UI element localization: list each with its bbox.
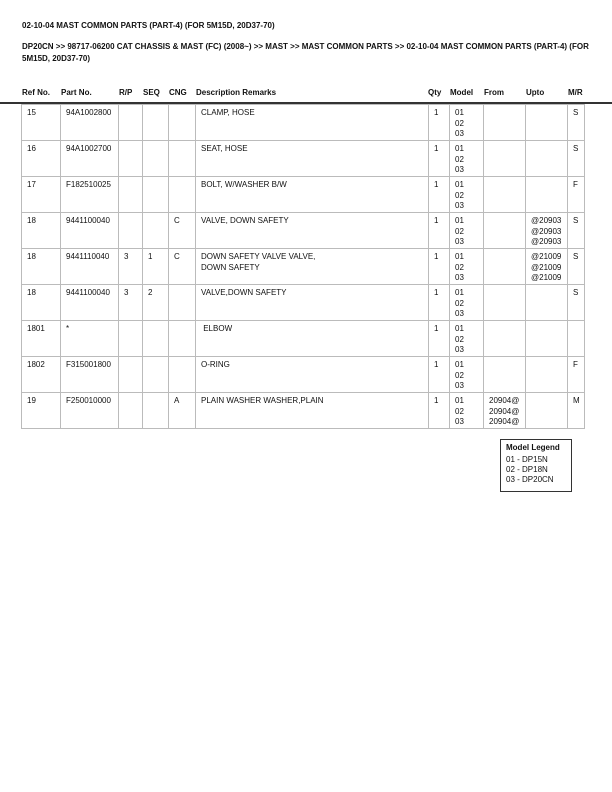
cell-cng xyxy=(169,285,196,321)
cell-mr: S xyxy=(568,213,585,249)
cell-ref-no: 1801 xyxy=(22,321,61,357)
model-value: 01 xyxy=(455,108,464,117)
cell-qty: 1 xyxy=(429,141,450,177)
model-value: 02 xyxy=(455,406,464,416)
cell-upto xyxy=(526,177,568,213)
cell-upto xyxy=(526,357,568,393)
cell-qty: 1 xyxy=(429,393,450,429)
cell-part-no: 94A1002700 xyxy=(61,141,119,177)
cell-mr xyxy=(568,321,585,357)
column-header-upto: Upto xyxy=(526,88,545,97)
cell-description: BOLT, W/WASHER B/W xyxy=(196,177,429,213)
model-value: 03 xyxy=(455,381,464,390)
legend-item: 01 - DP15N xyxy=(506,455,548,464)
table-row xyxy=(22,249,585,285)
cell-seq xyxy=(143,393,169,429)
model-value: 01 xyxy=(455,216,464,225)
column-header-model: Model xyxy=(450,88,474,97)
upto-value: @21009 xyxy=(531,262,562,272)
cell-part-no: 9441100040 xyxy=(61,285,119,321)
column-header-cng: CNG xyxy=(169,88,187,97)
column-header-description: Description Remarks xyxy=(196,88,277,97)
cell-model xyxy=(450,213,484,249)
cell-qty: 1 xyxy=(429,249,450,285)
cell-model xyxy=(450,357,484,393)
cell-mr: S xyxy=(568,141,585,177)
model-value: 03 xyxy=(455,309,464,318)
cell-cng: A xyxy=(169,393,196,429)
cell-description: VALVE, DOWN SAFETY xyxy=(196,213,429,249)
cell-rp xyxy=(119,105,143,141)
model-value: 03 xyxy=(455,165,464,174)
cell-seq xyxy=(143,177,169,213)
breadcrumb: DP20CN >> 98717-06200 CAT CHASSIS & MAST (FC) (2008~) >> MAST >> MAST COMMON PARTS >> 02-10-04 MAST COMMON PARTS (PART-4) (FOR 5M15D, 20D37-70) xyxy=(22,42,589,63)
cell-ref-no: 18 xyxy=(22,213,61,249)
cell-from xyxy=(484,357,526,393)
model-value: 01 xyxy=(455,144,464,153)
cell-rp xyxy=(119,357,143,393)
cell-model xyxy=(450,321,484,357)
cell-mr: S xyxy=(568,249,585,285)
cell-description: CLAMP, HOSE xyxy=(196,105,429,141)
cell-from xyxy=(484,105,526,141)
cell-from xyxy=(484,141,526,177)
cell-qty: 1 xyxy=(429,285,450,321)
cell-seq xyxy=(143,141,169,177)
model-value: 01 xyxy=(455,396,464,405)
cell-rp xyxy=(119,393,143,429)
from-value: 20904@ xyxy=(489,417,520,426)
cell-ref-no: 17 xyxy=(22,177,61,213)
cell-seq xyxy=(143,213,169,249)
model-value: 01 xyxy=(455,324,464,333)
model-value: 03 xyxy=(455,345,464,354)
upto-value: @20903 xyxy=(531,216,562,225)
upto-value: @21009 xyxy=(531,273,562,282)
cell-part-no: F182510025 xyxy=(61,177,119,213)
cell-mr: F xyxy=(568,357,585,393)
cell-seq: 2 xyxy=(143,285,169,321)
parts-table xyxy=(21,104,585,429)
table-row xyxy=(22,321,585,357)
legend-title: Model Legend xyxy=(506,443,560,452)
cell-description: DOWN SAFETY VALVE VALVE, DOWN SAFETY xyxy=(196,249,429,285)
cell-rp xyxy=(119,321,143,357)
cell-cng: C xyxy=(169,249,196,285)
cell-cng xyxy=(169,357,196,393)
cell-seq xyxy=(143,357,169,393)
model-value: 01 xyxy=(455,252,464,261)
model-value: 01 xyxy=(455,180,464,189)
cell-cng xyxy=(169,105,196,141)
table-row xyxy=(22,393,585,429)
cell-model xyxy=(450,393,484,429)
cell-upto xyxy=(526,285,568,321)
cell-upto xyxy=(526,393,568,429)
model-value: 03 xyxy=(455,237,464,246)
page-title: 02-10-04 MAST COMMON PARTS (PART-4) (FOR 5M15D, 20D37-70) xyxy=(22,21,275,30)
legend-item: 02 - DP18N xyxy=(506,465,548,474)
model-value: 03 xyxy=(455,129,464,138)
cell-mr: M xyxy=(568,393,585,429)
model-value: 02 xyxy=(455,190,464,200)
column-header-from: From xyxy=(484,88,504,97)
cell-part-no: 94A1002800 xyxy=(61,105,119,141)
column-header-ref-no: Ref No. xyxy=(22,88,50,97)
table-row xyxy=(22,213,585,249)
table-row xyxy=(22,141,585,177)
cell-description: ELBOW xyxy=(196,321,429,357)
model-value: 01 xyxy=(455,288,464,297)
cell-ref-no: 18 xyxy=(22,285,61,321)
cell-ref-no: 1802 xyxy=(22,357,61,393)
cell-upto xyxy=(526,213,568,249)
cell-cng xyxy=(169,321,196,357)
cell-model xyxy=(450,177,484,213)
cell-qty: 1 xyxy=(429,357,450,393)
column-header-part-no: Part No. xyxy=(61,88,92,97)
model-value: 02 xyxy=(455,298,464,308)
cell-part-no: 9441110040 xyxy=(61,249,119,285)
model-value: 03 xyxy=(455,201,464,210)
cell-ref-no: 15 xyxy=(22,105,61,141)
column-header-rp: R/P xyxy=(119,88,133,97)
cell-rp xyxy=(119,141,143,177)
cell-ref-no: 19 xyxy=(22,393,61,429)
model-value: 02 xyxy=(455,370,464,380)
cell-description: O-RING xyxy=(196,357,429,393)
cell-qty: 1 xyxy=(429,177,450,213)
model-legend xyxy=(500,439,572,492)
model-value: 03 xyxy=(455,417,464,426)
cell-part-no: F250010000 xyxy=(61,393,119,429)
cell-cng xyxy=(169,141,196,177)
legend-item: 03 - DP20CN xyxy=(506,475,554,484)
cell-ref-no: 18 xyxy=(22,249,61,285)
upto-value: @21009 xyxy=(531,252,562,261)
cell-from xyxy=(484,321,526,357)
cell-qty: 1 xyxy=(429,105,450,141)
upto-value: @20903 xyxy=(531,226,562,236)
model-value: 02 xyxy=(455,226,464,236)
column-header-qty: Qty xyxy=(428,88,442,97)
column-header-seq: SEQ xyxy=(143,88,160,97)
cell-part-no: * xyxy=(61,321,119,357)
table-row xyxy=(22,285,585,321)
cell-from xyxy=(484,213,526,249)
cell-seq xyxy=(143,321,169,357)
cell-seq: 1 xyxy=(143,249,169,285)
upto-value: @20903 xyxy=(531,237,562,246)
cell-from xyxy=(484,393,526,429)
cell-cng xyxy=(169,177,196,213)
cell-model xyxy=(450,105,484,141)
model-value: 02 xyxy=(455,154,464,164)
cell-upto xyxy=(526,321,568,357)
from-value: 20904@ xyxy=(489,396,520,405)
cell-rp: 3 xyxy=(119,249,143,285)
cell-rp xyxy=(119,213,143,249)
table-row xyxy=(22,105,585,141)
table-row xyxy=(22,357,585,393)
model-value: 01 xyxy=(455,360,464,369)
from-value: 20904@ xyxy=(489,406,520,416)
cell-part-no: F315001800 xyxy=(61,357,119,393)
column-header-mr: M/R xyxy=(568,88,583,97)
cell-qty: 1 xyxy=(429,321,450,357)
cell-mr: F xyxy=(568,177,585,213)
cell-upto xyxy=(526,141,568,177)
cell-description: PLAIN WASHER WASHER,PLAIN xyxy=(196,393,429,429)
cell-upto xyxy=(526,105,568,141)
cell-description: SEAT, HOSE xyxy=(196,141,429,177)
cell-seq xyxy=(143,105,169,141)
cell-description: VALVE,DOWN SAFETY xyxy=(196,285,429,321)
cell-from xyxy=(484,249,526,285)
cell-cng: C xyxy=(169,213,196,249)
cell-from xyxy=(484,177,526,213)
cell-from xyxy=(484,285,526,321)
cell-model xyxy=(450,249,484,285)
cell-mr: S xyxy=(568,285,585,321)
cell-rp: 3 xyxy=(119,285,143,321)
table-row xyxy=(22,177,585,213)
cell-part-no: 9441100040 xyxy=(61,213,119,249)
cell-model xyxy=(450,285,484,321)
model-value: 02 xyxy=(455,334,464,344)
model-value: 02 xyxy=(455,262,464,272)
cell-mr: S xyxy=(568,105,585,141)
cell-qty: 1 xyxy=(429,213,450,249)
cell-model xyxy=(450,141,484,177)
cell-rp xyxy=(119,177,143,213)
cell-ref-no: 16 xyxy=(22,141,61,177)
model-value: 03 xyxy=(455,273,464,282)
cell-upto xyxy=(526,249,568,285)
model-value: 02 xyxy=(455,118,464,128)
